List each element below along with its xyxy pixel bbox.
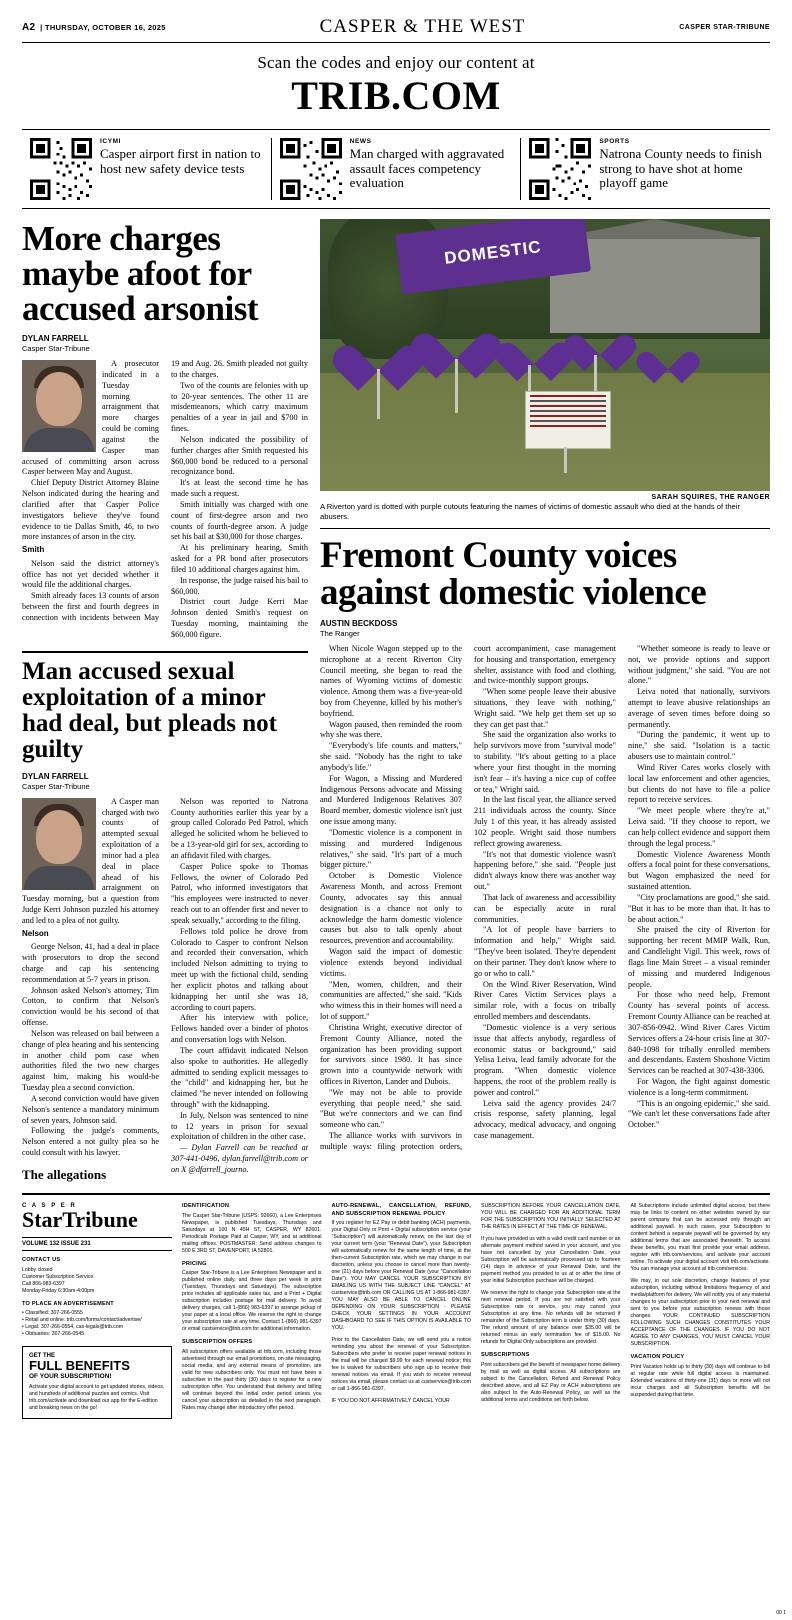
legal-heading: SUBSCRIPTIONS — [481, 1352, 530, 1359]
contact-line: Customer Subscription Service: — [22, 1273, 95, 1280]
paragraph: Smith already faces 13 counts of arson between the first and fourth degrees in connection with incidents between May 19 and Aug. 26. Smith pleaded not guilty to the charges. — [22, 359, 308, 622]
paragraph: She said the organization also works to help survivors move from "survival mode" to stability. "It's about getting to a place where your first thought in the morning isn't fear – it's having a nice cup of coffee or tea," Wright said. — [474, 730, 616, 794]
paragraph: A second conviction would have given Nelson's sentence a mandatory minimum of seven years, Johnson said. — [22, 1093, 159, 1125]
paragraph: In response, the judge raised his bail to $60,000. — [171, 575, 308, 596]
paragraph: Wind River Cares works closely with local law enforcement and other agencies, but clients do not have to file a police report to receive services. — [628, 762, 770, 805]
byline-org: The Ranger — [320, 629, 360, 639]
paragraph: After his interview with police, Fellows handed over a binder of photos and conversation logs with Nelson. — [171, 1013, 308, 1045]
legal-heading: VACATION POLICY — [630, 1354, 685, 1361]
paragraph: "Men, women, children, and their communities are affected," she said. "Kids who witness this in their homes will need a lot of support." — [320, 979, 462, 1022]
paragraph: Leiva noted that nationally, survivors attempt to leave abusive relationships an average of seven times before doing so permanently. — [628, 687, 770, 729]
paragraph: "It's not that domestic violence wasn't happening before," she said. "People just didn't always know there was another way out." — [474, 849, 616, 892]
paragraph: It's at least the second time he has made such a request. — [171, 478, 308, 499]
paragraph: The alliance works with survivors in multiple ways: filing protection orders, court accompaniment, case management for housing and transportation, emergency shelter, assistance with food and clothing, and twice-monthly support groups. — [320, 643, 616, 1151]
qr-kicker: SPORTS — [599, 138, 630, 145]
legal-text: All Subscriptions include unlimited digital access, but there may be links to content on other websites owned by our parent company that can be accessed only through an additional paywall. In such cases, your Subscription to content behind a separate paywall will be governed by any additional terms that are associated therewith. To access these benefits, you must first provide your email address, register with trib.com/services, and activate your account online. To activate your digital account visit trib.com/activate. You can manage your account at trib.com/services. — [630, 1203, 770, 1273]
paragraph: Nelson indicated the possibility of further charges after Smith requested his $60,000 bond be reduced to a personal recognizance bond. — [171, 434, 308, 477]
flag-star: Star — [22, 1207, 63, 1233]
article-headline: Fremont County voices against domestic violence — [320, 534, 707, 613]
article-subhead: The allegations — [22, 1166, 107, 1182]
flag-tribune: Tribune — [62, 1207, 138, 1233]
promo-headline: FULL BENEFITS — [29, 1358, 130, 1374]
byline-author: DYLAN FARRELL — [22, 334, 89, 343]
paragraph: Casper Police spoke to Thomas Fellows, the owner of Colorado Ped Patrol, who informed investigators that "his employees were instructed to never reach out to an offender first and never to speak sexually," according to the filing. — [171, 861, 308, 925]
paragraph: The court affidavit indicated Nelson also spoke to authorities. He allegedly admitted to sending explicit messages to the "child" and kidnapping her, but he claimed "he never intended on following through" with the kidnapping. — [171, 1045, 308, 1109]
byline — [320, 619, 770, 639]
legal-column-4 — [631, 1203, 771, 1419]
advertise-line[interactable]: • Classified: 307-266-0555 — [22, 1310, 83, 1317]
paragraph: Leiva said the agency provides 24/7 crisis response, safety planning, legal advocacy, medical advocacy, and ongoing case management. — [474, 1098, 616, 1141]
paragraph: At his preliminary hearing, Smith asked for a PR bond after prosecutors filed 10 additional charges against him. — [171, 543, 308, 574]
qr-code-icon[interactable] — [30, 138, 92, 200]
paragraph: "Whether someone is ready to leave or not, we provide options and support without judgment," she said. "You are not alone." — [628, 643, 770, 686]
contact-line: Lobby closed — [22, 1266, 53, 1273]
legal-text: Print subscribers get the benefit of newspaper home delivery by mail as well as digital access. All subscriptions are subject to the Cancellation, Refund and Renewal Policy described above, and all EZ Pay or ACH subscriptions are also subject to the Auto-Renewal Policy, as well as the additional terms and conditions set forth below. — [481, 1361, 621, 1403]
paragraph: Johnson asked Nelson's attorney, Tim Cotton, to confirm that Nelson's conviction would be his second of that offense. — [22, 985, 159, 1028]
article-arson — [22, 221, 308, 641]
byline — [22, 334, 308, 354]
photo-banner-text: DOMESTIC — [443, 237, 543, 268]
page-code: 00 1 — [776, 1610, 786, 1616]
page-number: A2 — [22, 21, 36, 33]
legal-column-1 — [182, 1203, 322, 1419]
article-body — [320, 644, 770, 1153]
paragraph: Chief Deputy District Attorney Blaine Nelson indicated during the hearing and clarified after that Casper Police investigators believe they've found evidence to tie Dallas Smith, 46, to two more instances of arson in the city. — [22, 478, 159, 542]
paragraph: Nelson was released on bail between a change of plea hearing and his sentencing in another child porn case when authorities filed the two new charges against him, making his would-be Tuesday plea a second conviction. — [22, 1028, 159, 1093]
paragraph: A Casper man charged with two counts of attempted sexual exploitation of a minor had a plea deal in place ahead of his arraignment on Tuesday morning, but a question from Judge Kerri Johnson puzzled his attorney and led to a plea of not guilty. — [22, 796, 159, 925]
main-content-grid — [22, 219, 770, 1183]
legal-text: If you register for EZ Pay or debit banking (ACH) payments, your Digital Only or Print + Digital subscription service (your "Subscription") will automatically renew, on the last day of your current term (your "Renewal Date"), your Subscription will automatically renew for the same length of time, at the then-current Subscription rate, which we may change in our discretion, unless you choose to cancel more than twenty-one (21) days before your Renewal Date (your "Cancellation Date"). YOU MAY CANCEL YOUR SUBSCRIPTION BY EMAILING US WITH THE SUBJECT LINE "CANCEL" AT custservice@trib.com OR CALLING US AT 1-866-981-6397. YOU MAY ALSO BE ABLE TO CANCEL ONLINE DEPENDING ON YOUR SUBSCRIPTION - PLEASE CHECK YOUR SETTINGS IN YOUR ACCOUNT DASHBOARD TO SEE IF THIS OPTION IS AVAILABLE TO YOU. — [331, 1220, 471, 1332]
section-title: CASPER & THE WEST — [319, 16, 526, 37]
mugshot-caption: Smith — [22, 545, 45, 555]
legal-text: The Casper Star-Tribune (USPS: 92660), a Lee Enterprises Newspaper, is published Tuesdays, Thursdays and Saturdays at 100 N 45H ST, CASPER, WY 82601. Periodicals Postage Paid at Casper, WY, and at additional mailing offices. POSTMASTER: Send address changes to 500 E 3RD ST, DAVENPORT, IA 52801. — [182, 1212, 322, 1254]
page-masthead — [22, 16, 770, 43]
paragraph: Domestic Violence Awareness Month offers a focal point for these conversations, but Wagon emphasized the need for sustained attention. — [628, 849, 770, 892]
lead-photo — [320, 219, 770, 491]
legal-text: We may, in our sole discretion, change features of your subscription, including without limitations frequency of and media/platform for delivery. We will notify you of any material changes to your subscription prior to your next renewal and sent to you before your subscription renews with those changes. YOUR CONTINUED SUBSCRIPTION FOLLOWING SUCH CHANGES CONSTITUTES YOUR ACCEPTANCE OF THE CHANGES. IF YOU DO NOT AGREE TO ANY CHANGES, YOU MUST CANCEL YOUR SUBSCRIPTION. — [630, 1278, 770, 1348]
paragraph: "We may not be able to provide everything that people need," she said. "But we're connectors and we can find someone who can." — [320, 1087, 462, 1130]
subscription-promo[interactable] — [22, 1346, 172, 1419]
qr-headline[interactable]: Man charged with aggravated assault faces competency evaluation — [349, 146, 505, 191]
paragraph: Two of the counts are felonies with up to 20-year sentences. The other 11 are misdemeanors, which carry maximum penalties of a year in jail and $700 in fines. — [171, 380, 308, 434]
publication-date: THURSDAY, OCTOBER 16, 2025 — [44, 22, 166, 32]
byline-org: Casper Star-Tribune — [22, 782, 90, 792]
legal-text: SUBSCRIPTION BEFORE YOUR CANCELLATION DATE, YOU WILL BE CHARGED FOR AN ADDITIONAL TERM FOR THE SUBSCRIPTION YOU INITIALLY SELECTED AT THE RATES IN EFFECT AT THE TIME OF RENEWAL. — [481, 1203, 621, 1231]
paragraph: On the Wind River Reservation, Wind River Cares Victim Services plays a similar role, with a focus on tribally enrolled members and descendants. — [474, 979, 616, 1022]
legal-footer — [22, 1193, 770, 1419]
heart-cutout — [648, 339, 687, 375]
advertise-line[interactable]: • Legal: 307-266-0554, cas-legals@trib.com — [22, 1324, 124, 1331]
volume-issue: VOLUME 132 ISSUE 231 — [22, 1237, 172, 1251]
qr-kicker: NEWS — [349, 138, 372, 145]
masthead-left: A2 | THURSDAY, OCTOBER 16, 2025 — [22, 21, 166, 33]
paragraph: October is Domestic Violence Awareness Month, and across Fremont County, advocates say this annual designation is a chance not only to acknowledge the harm domestic violence causes but also to talk openly about resources, prevention and accountability. — [320, 871, 462, 946]
advertise-line[interactable]: • Obituaries: 307-266-0545 — [22, 1331, 85, 1338]
paragraph: A prosecutor indicated in a Tuesday morning arraignment that more charges could be coming against the Casper man accused of committing arson across Casper between May and August. — [22, 359, 159, 477]
paper-name: CASPER STAR-TRIBUNE — [679, 23, 770, 31]
paragraph: Fellows told police he drove from Colorado to Casper to confront Nelson and recorded their conversation, which included Nelson admitting to trying to meet up with the fictional child, sending her explicit photos and talking about kidnapping her until she was 18, according to court papers. — [171, 926, 308, 1012]
paragraph: For Wagon, a Missing and Murdered Indigenous Persons advocate and Missing and Murdered Indigenous Relatives 307 Board member, domestic violence isn't just one issue among many. — [320, 773, 462, 827]
paragraph: For those who need help, Fremont County has several points of access. Fremont County Alliance can be reached at 307-856-0942. Wind River Cares Victim Services offers a 24-hour crisis line at 307-840-1098 for tribally enrolled members and descendants. Eastern Shoshone Victim Services can be reached at 307-438-3306. — [628, 990, 770, 1076]
byline-org: Casper Star-Tribune — [22, 344, 90, 354]
byline — [22, 772, 308, 792]
legal-text: Prior to the Cancellation Date, we will send you a notice reminding you about the renewal of your Subscription. Subscribers who prefer to receive paper renewal notices in the mail will be charged $9.99 for each renewal notice; this fee is waived for subscribers who sign up to receive their renewal notices via email. If you wish to receive renewal notices via email, please contact us at custservice@trib.com or call 1-866-981-6397. — [331, 1337, 471, 1393]
article-exploitation — [22, 659, 308, 1183]
article-body — [22, 797, 308, 1183]
paragraph: Nelson said the district attorney's office has not yet decided whether it would file the additional charges. — [22, 558, 159, 590]
advertise-heading: TO PLACE AN ADVERTISEMENT — [22, 1300, 114, 1307]
contact-line: Monday-Friday 6:30am-4:00pm — [22, 1287, 95, 1294]
qr-kicker: ICYMI — [100, 138, 122, 145]
legal-column-2 — [332, 1203, 472, 1419]
byline-author: AUSTIN BECKDOSS — [320, 618, 398, 628]
qr-code-icon[interactable] — [280, 138, 342, 200]
legal-text: If you have provided us with a valid credit card number or an alternate payment method saved in your account, and you have not cancelled by your Cancellation Date, your Subscription will be automatically processed up to fourteen (14) days in advance of your Renewal Date, and the payment method you provided to us at or after the time of your initial Subscription purchase will be charged. — [481, 1236, 621, 1285]
contact-heading: CONTACT US — [22, 1257, 61, 1264]
promo-get-the: GET THE — [29, 1353, 56, 1360]
advertise-line[interactable]: • Retail and online: trib.com/forms/contact/advertise/ — [22, 1317, 142, 1324]
legal-text: We reserve the right to change your Subscription rate at the next renewal period. If you are not satisfied with your Subscription rate or service, you may cancel your Subscription at any time. No refunds will be returned if remainder of the Subscription term is under thirty (30) days. The refund amount of any balance over $35.00 will be returned minus an early termination fee of $15.00. No refunds for Digital Only subscriptions are provided. — [481, 1290, 621, 1346]
legal-column-3 — [481, 1203, 621, 1419]
flag-block — [22, 1203, 172, 1419]
paragraph: Nelson was reported to Natrona County authorities earlier this year by a group called Colorado Ped Patrol, which alleged he solicited whom he believed to be a 13-year-old girl for sex, according to an affidavit filed with charges. — [171, 796, 308, 860]
legal-text: Print Vacation holds up to thirty (30) days will continue to bill at regular rate while full digital access is maintained. Extended vacations of thirty-one (31) days or more will not incur charges and all Subscription benefits will be suspended during that time. — [630, 1363, 770, 1398]
paragraph: Following the judge's comments, Nelson entered a not guilty plea so he could consult with his lawyer. — [22, 1126, 159, 1158]
author-contact: — Dylan Farrell can be reached at 307-441-0496, dylan.farrell@trib.com or on X @dfarrell_journo. — [171, 1143, 308, 1174]
legal-heading: IDENTIFICATION — [182, 1203, 230, 1210]
mugshot-caption: Nelson — [22, 928, 49, 938]
left-column — [22, 219, 308, 1183]
paragraph: "When some people leave their abusive situations, they leave with nothing," Wright said. "We help get them set up so they can get past that." — [474, 687, 616, 729]
paragraph: Wagon paused, then reminded the room why she was there. — [320, 719, 462, 740]
promo-block — [22, 43, 770, 119]
qr-promo-row — [22, 129, 770, 209]
section-divider — [22, 651, 308, 653]
article-body — [22, 359, 308, 641]
promo-line-2: TRIB.COM — [291, 73, 501, 118]
paragraph: For Wagon, the fight against domestic violence is a long-term commitment. — [628, 1076, 770, 1097]
paragraph: In July, Nelson was sentenced to nine to 12 years in prison for sexual exploitation of children in the other case. — [171, 1110, 308, 1142]
right-column — [320, 219, 770, 1183]
promo-body: Activate your digital account to get updated stories, videos, and hundreds of additional puzzles and comics. Visit trib.com/activate and download our app for the E-edition and breaking news on the go! — [29, 1383, 165, 1411]
memorial-sign — [525, 391, 611, 449]
paragraph: George Nelson, 41, had a deal in place with prosecutors to drop the second charge and cap his sentencing recommendation at 5-7 years in prison. — [22, 942, 159, 984]
paragraph: "During the pandemic, it went up to nine," she said. "Isolation is a tactic abusers use to maintain control." — [628, 730, 770, 762]
article-headline: Man accused sexual exploitation of a minor had deal, but pleads not guilty — [22, 657, 277, 764]
article-fremont — [320, 534, 770, 1153]
qr-cell-news[interactable] — [271, 138, 521, 200]
paragraph: "We meet people where they're at," Leiva said. "If they choose to report, we can help collect evidence and support them through the legal process." — [628, 806, 770, 848]
mugshot-nelson — [22, 798, 96, 890]
contact-block — [22, 1257, 172, 1338]
legal-text: Casper Star-Tribune is a Lee Enterprises Newspaper and is published online daily, and three days per week in print (Tuesdays, Thursdays and Saturdays). The subscription price includes all applicable sales tax, and a Print + Digital subscription includes postage for mail delivery. To avoid delivery charges, call 1-(866) 983-6397 to arrange pickup of your paper at a local office. We reserve the right to change your subscription rate at any time. Contact 1-(866) 981-6397 or email custservice@trib.com for additional information. — [182, 1270, 322, 1333]
qr-headline[interactable]: Casper airport first in nation to host new safety device tests — [100, 146, 261, 176]
photo-credit: SARAH SQUIRES, THE RANGER — [651, 494, 770, 501]
article-headline: More charges maybe afoot for accused arsonist — [22, 219, 259, 328]
paragraph: "City proclamations are good," she said. "But it has to be more than that. It has to be about action." — [628, 892, 770, 924]
paragraph: "A lot of people have barriers to information and help," Wright said. "They've been isolated. They're dependent on their partner. They don't know where to go or who to call." — [474, 925, 616, 978]
byline-author: DYLAN FARRELL — [22, 771, 89, 781]
legal-heading: PRICING — [182, 1260, 207, 1267]
paragraph: She praised the city of Riverton for supporting her recent MMIP Walk, Run, and Candlelight Vigil. This week, rows of flags line Main Street – a visual reminder of missing and murdered Indigenous people. — [628, 925, 770, 989]
contact-line[interactable]: Call 866-983-6397 — [22, 1280, 65, 1287]
flag-casper: C A S P E R — [22, 1203, 77, 1210]
heart-cutout — [578, 320, 623, 362]
paragraph: "This is an ongoing epidemic," she said. "We can't let these conversations fade after October." — [628, 1098, 770, 1130]
paragraph: "Everybody's life counts and matters," she said. "Nobody has the right to take anybody's life." — [320, 741, 462, 772]
legal-heading: SUBSCRIPTION OFFERS — [182, 1339, 253, 1346]
paragraph: "Domestic violence is a very serious issue that affects anybody, regardless of economic status or background," said Yelisa Leiva, lead family advocate for the program. "When domestic violence happens, the root of the problem really is power and control." — [474, 1022, 616, 1097]
paragraph: In the last fiscal year, the alliance served 211 individuals across the county. Since July 1 of this year, it has already assisted 102 people. Wright said those numbers reflect growing awareness. — [474, 795, 616, 848]
paragraph: Wagon said the impact of domestic violence extends beyond individual victims. — [320, 947, 462, 978]
qr-code-icon[interactable] — [529, 138, 591, 200]
paragraph: District court Judge Kerri Mae Johnson denied Smith's request on Tuesday morning, maintaining the $60,000 figure. — [171, 597, 308, 639]
qr-cell-sports[interactable] — [520, 138, 770, 200]
promo-line-1: Scan the codes and enjoy our content at — [257, 53, 535, 72]
paragraph: When Nicole Wagon stepped up to the microphone at a recent Riverton City Council meeting, she began to read the names of Wyoming victims of domestic violence. Among them was a five-year-old boy from Cheyenne, killed by his mother's boyfriend. — [320, 643, 462, 718]
paragraph: That lack of awareness and accessibility can be especially acute in rural communities. — [474, 892, 616, 924]
paragraph: "Domestic violence is a component in missing and murdered Indigenous relatives," she said. "It's part of a much bigger picture." — [320, 827, 462, 870]
newspaper-flag — [22, 1203, 172, 1231]
legal-text: IF YOU DO NOT AFFIRMATIVELY CANCEL YOUR — [331, 1398, 450, 1405]
legal-text: All subscription offers available at trib.com, including those advertised through our email promotions, on-site messaging, social media, and any external means of promotion, are valid for new subscribers only. You must not have been a subscriber in the past thirty (30) days to register for a new subscription offer. You understand that delivery and billing will continue beyond the initial order period unless you cancel your subscription as detailed in the next paragraph. Rates may change after introductory offer period. — [182, 1348, 322, 1412]
paragraph: Smith initially was charged with one count of first-degree arson and two counts of fourth-degree arson. A judge set his bail at $30,000 for those charges. — [171, 499, 308, 542]
promo-subhead: OF YOUR SUBSCRIPTION! — [29, 1372, 112, 1380]
legal-heading: AUTO-RENEWAL, CANCELLATION, REFUND, AND SUBSCRIPTION RENEWAL POLICY — [331, 1203, 471, 1217]
paragraph: Christina Wright, executive director of Fremont County Alliance, noted the organization has been providing support for survivors since 1980. It has since grown into a countywide network with offices in Riverton, Lander and Dubois. — [320, 1022, 462, 1086]
mugshot-smith — [22, 360, 96, 452]
qr-cell-icymi[interactable] — [22, 138, 271, 200]
photo-caption: A Riverton yard is dotted with purple cutouts featuring the names of victims of domestic assault who died at the hands of their abusers. — [320, 502, 770, 529]
heart-cutout — [510, 327, 558, 371]
qr-headline[interactable]: Natrona County needs to finish strong to have shot at home playoff game — [599, 146, 762, 191]
